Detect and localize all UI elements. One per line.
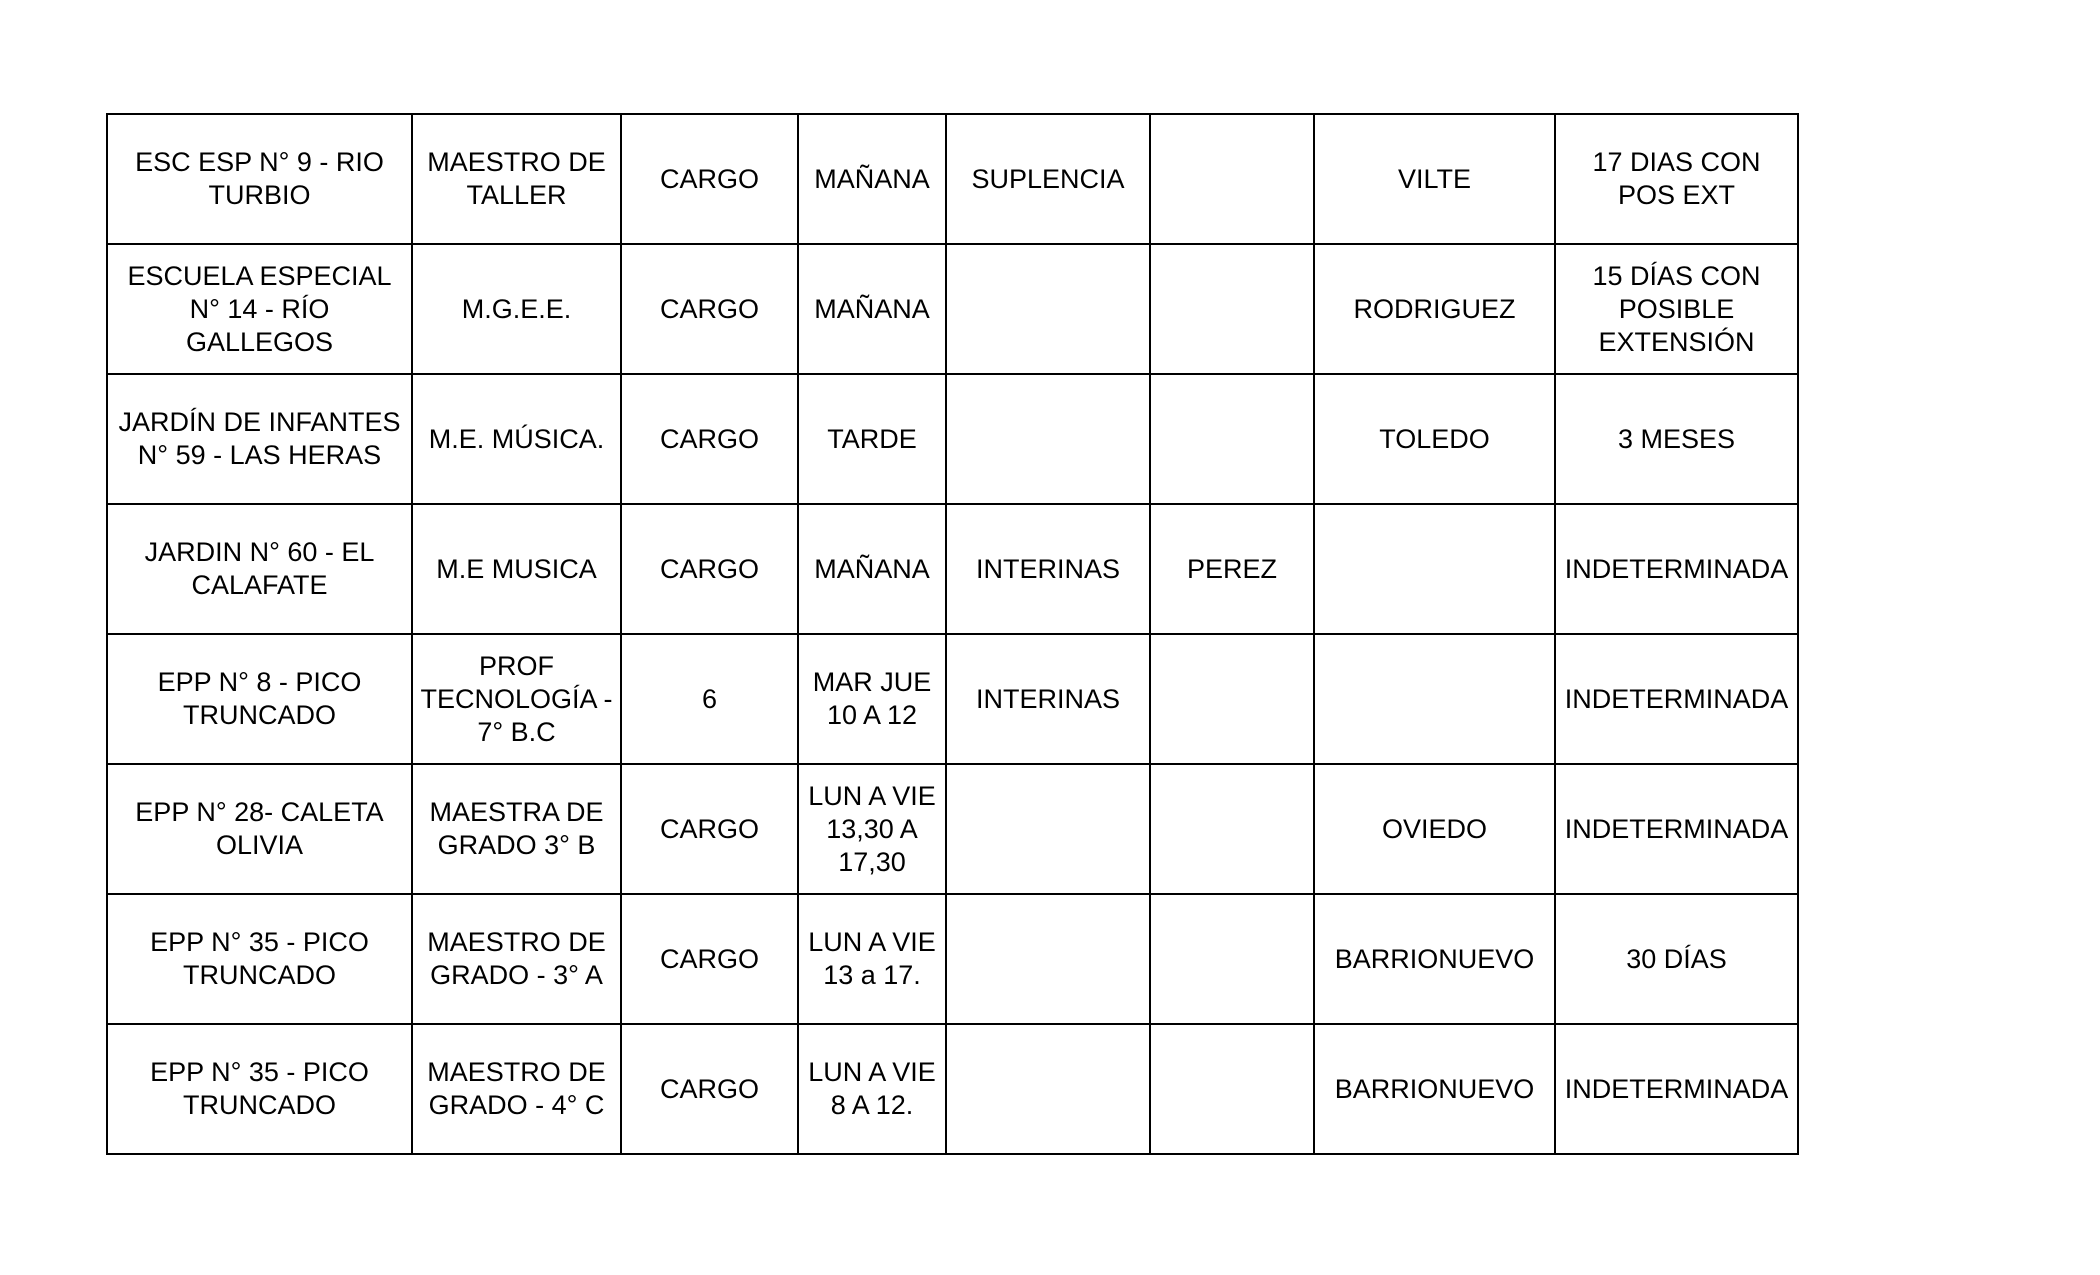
cell-schedule: MAÑANA: [798, 114, 946, 244]
cell-schedule: MAÑANA: [798, 504, 946, 634]
table-row: [107, 1024, 1798, 1154]
table-row: [107, 894, 1798, 1024]
cell-status: INTERINAS: [946, 634, 1150, 764]
cell-position: M.G.E.E.: [412, 244, 621, 374]
cell-replaced-b: TOLEDO: [1314, 374, 1555, 504]
cell-type: CARGO: [621, 374, 798, 504]
cell-schedule: LUN A VIE 13 a 17.: [798, 894, 946, 1024]
cell-duration: INDETERMINADA: [1555, 764, 1798, 894]
table-row: [107, 504, 1798, 634]
table-row: [107, 634, 1798, 764]
cell-schedule: LUN A VIE 13,30 A 17,30: [798, 764, 946, 894]
cell-duration: INDETERMINADA: [1555, 1024, 1798, 1154]
cell-replaced-b: [1314, 504, 1555, 634]
cell-schedule: LUN A VIE 8 A 12.: [798, 1024, 946, 1154]
cell-schedule: TARDE: [798, 374, 946, 504]
cell-status: [946, 1024, 1150, 1154]
cell-type: CARGO: [621, 764, 798, 894]
cell-duration: INDETERMINADA: [1555, 634, 1798, 764]
cell-type: CARGO: [621, 504, 798, 634]
cell-position: PROF TECNOLOGÍA - 7° B.C: [412, 634, 621, 764]
cell-school: EPP N° 28- CALETA OLIVIA: [107, 764, 412, 894]
cell-school: ESC ESP N° 9 - RIO TURBIO: [107, 114, 412, 244]
cell-schedule: MAR JUE 10 A 12: [798, 634, 946, 764]
cell-schedule: MAÑANA: [798, 244, 946, 374]
cell-replaced-b: VILTE: [1314, 114, 1555, 244]
vacancy-table: [106, 113, 1799, 1155]
cell-replaced-a: [1150, 894, 1314, 1024]
cell-type: CARGO: [621, 244, 798, 374]
cell-school: JARDÍN DE INFANTES N° 59 - LAS HERAS: [107, 374, 412, 504]
table-row: [107, 764, 1798, 894]
cell-type: CARGO: [621, 894, 798, 1024]
cell-position: MAESTRO DE GRADO - 4° C: [412, 1024, 621, 1154]
cell-status: INTERINAS: [946, 504, 1150, 634]
cell-replaced-b: BARRIONUEVO: [1314, 894, 1555, 1024]
table-row: [107, 244, 1798, 374]
cell-replaced-a: [1150, 764, 1314, 894]
cell-type: 6: [621, 634, 798, 764]
cell-replaced-a: [1150, 374, 1314, 504]
cell-school: JARDIN N° 60 - EL CALAFATE: [107, 504, 412, 634]
cell-position: M.E. MÚSICA.: [412, 374, 621, 504]
cell-status: [946, 374, 1150, 504]
cell-duration: 15 DÍAS CON POSIBLE EXTENSIÓN: [1555, 244, 1798, 374]
cell-position: M.E MUSICA: [412, 504, 621, 634]
cell-type: CARGO: [621, 114, 798, 244]
cell-replaced-b: OVIEDO: [1314, 764, 1555, 894]
cell-school: EPP N° 35 - PICO TRUNCADO: [107, 1024, 412, 1154]
cell-duration: 17 DIAS CON POS EXT: [1555, 114, 1798, 244]
cell-school: EPP N° 8 - PICO TRUNCADO: [107, 634, 412, 764]
cell-position: MAESTRO DE GRADO - 3° A: [412, 894, 621, 1024]
cell-replaced-a: [1150, 1024, 1314, 1154]
cell-type: CARGO: [621, 1024, 798, 1154]
cell-position: MAESTRO DE TALLER: [412, 114, 621, 244]
cell-status: [946, 244, 1150, 374]
cell-replaced-a: [1150, 114, 1314, 244]
cell-replaced-b: RODRIGUEZ: [1314, 244, 1555, 374]
cell-replaced-a: [1150, 244, 1314, 374]
cell-status: [946, 764, 1150, 894]
cell-status: SUPLENCIA: [946, 114, 1150, 244]
cell-duration: 30 DÍAS: [1555, 894, 1798, 1024]
cell-status: [946, 894, 1150, 1024]
cell-position: MAESTRA DE GRADO 3° B: [412, 764, 621, 894]
cell-duration: INDETERMINADA: [1555, 504, 1798, 634]
table-row: [107, 114, 1798, 244]
cell-replaced-b: [1314, 634, 1555, 764]
cell-school: ESCUELA ESPECIAL N° 14 - RÍO GALLEGOS: [107, 244, 412, 374]
cell-duration: 3 MESES: [1555, 374, 1798, 504]
cell-replaced-b: BARRIONUEVO: [1314, 1024, 1555, 1154]
table-body: [107, 114, 1798, 1154]
cell-replaced-a: PEREZ: [1150, 504, 1314, 634]
cell-school: EPP N° 35 - PICO TRUNCADO: [107, 894, 412, 1024]
table-row: [107, 374, 1798, 504]
cell-replaced-a: [1150, 634, 1314, 764]
